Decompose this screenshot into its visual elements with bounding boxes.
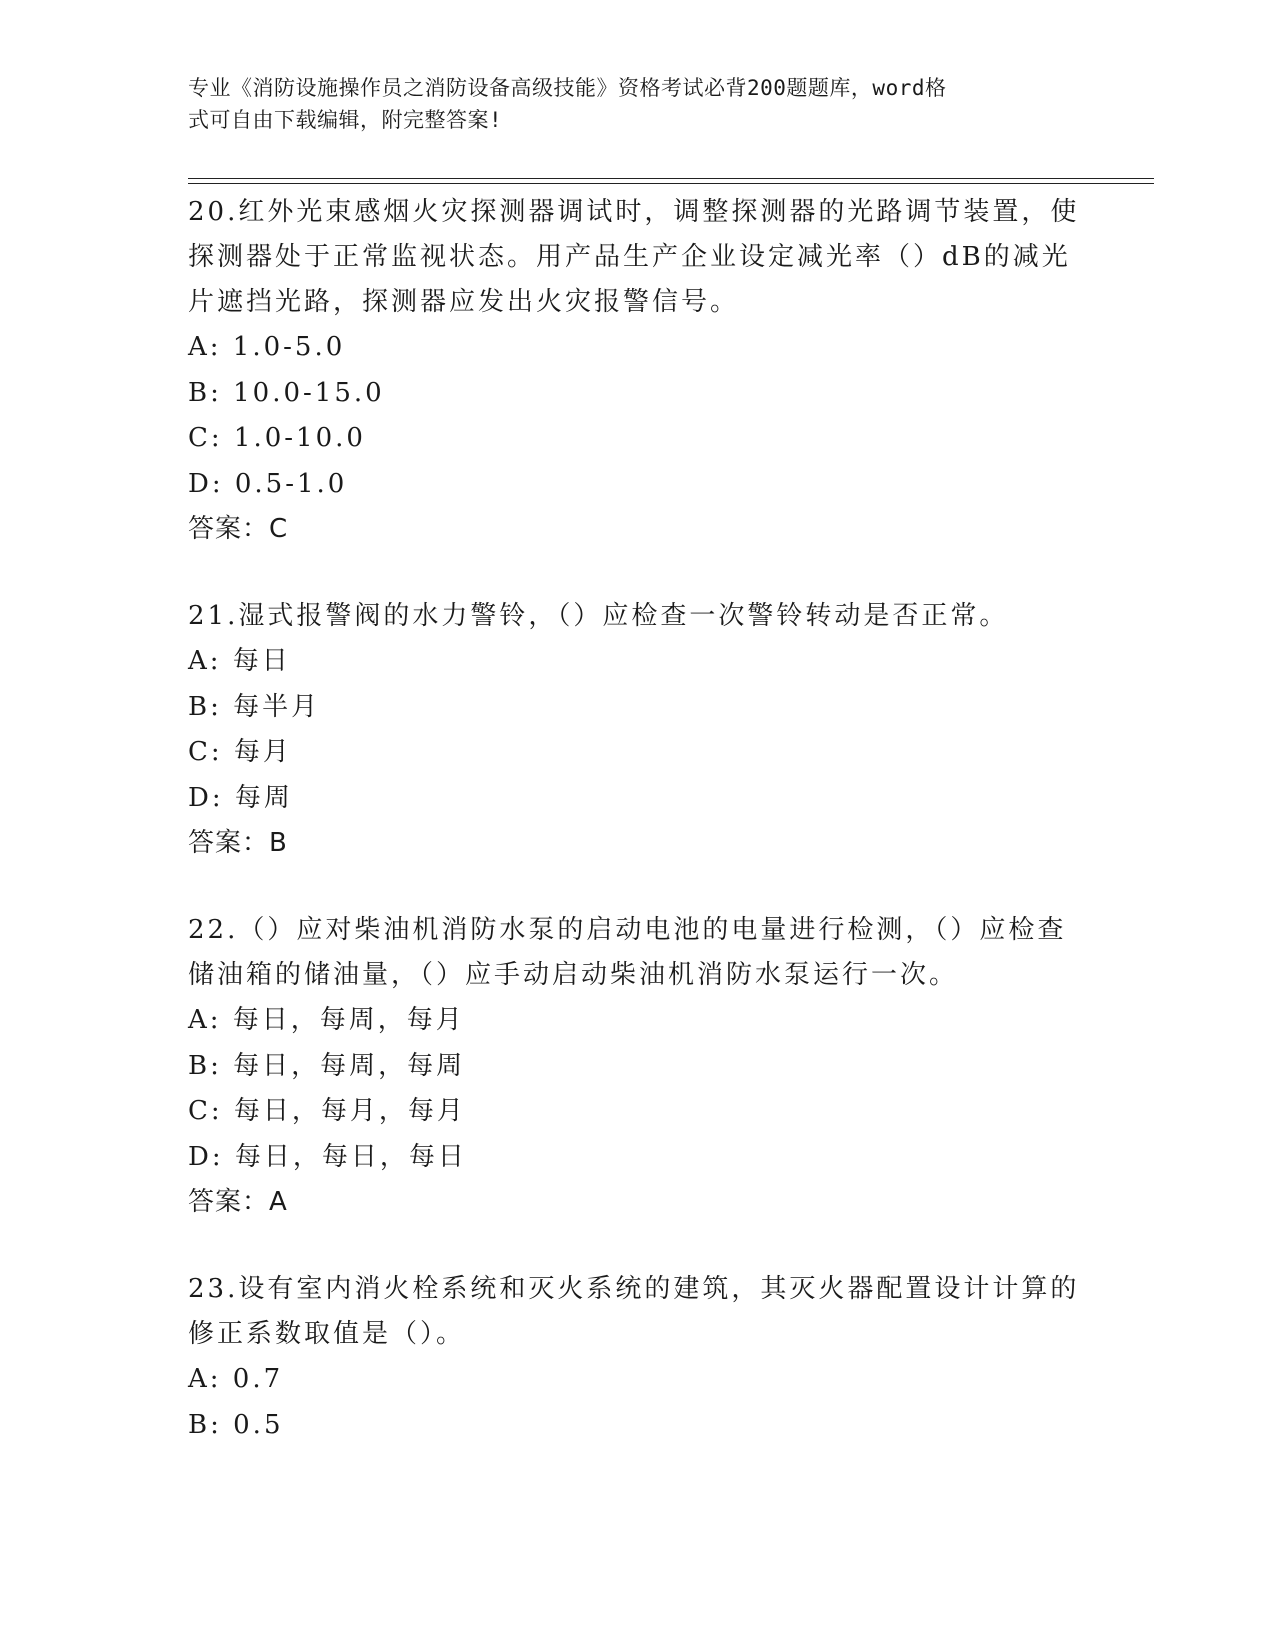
- answer-line: 答案：B: [188, 828, 288, 858]
- question-21: [188, 594, 1088, 866]
- option-a: A: 0.7: [188, 1364, 284, 1394]
- question-stem-line: 23.设有室内消火栓系统和灭火系统的建筑，其灭火器配置设计计算的: [188, 1274, 1080, 1304]
- option-d: D: 0.5-1.0: [188, 468, 348, 499]
- question-stem-line: 21.湿式报警阀的水力警铃，（）应检查一次警铃转动是否正常。: [188, 601, 1009, 631]
- option-b: B: 每日，每周，每周: [188, 1050, 466, 1081]
- document-header: [188, 72, 1068, 136]
- question-stem-line: 探测器处于正常监视状态。用产品生产企业设定减光率（）dB的减光: [188, 242, 1071, 272]
- answer-line: 答案：A: [188, 1187, 288, 1217]
- question-stem-line: 22.（）应对柴油机消防水泵的启动电池的电量进行检测，（）应检查: [188, 915, 1067, 945]
- option-d: D: 每周: [188, 782, 293, 813]
- question-list: [188, 190, 1088, 1448]
- option-c: C: 每月: [188, 737, 292, 767]
- spacer: [188, 552, 1088, 594]
- option-a: A: 每日: [188, 646, 291, 676]
- question-stem-line: 片遮挡光路，探测器应发出火灾报警信号。: [188, 287, 740, 317]
- option-a: A: 每日，每周，每月: [188, 1005, 465, 1035]
- option-b: B: 10.0-15.0: [188, 377, 385, 408]
- header-line-2: 式可自由下载编辑，附完整答案!: [188, 108, 503, 132]
- option-b: B: 每半月: [188, 691, 321, 722]
- option-b: B: 0.5: [188, 1409, 284, 1440]
- question-stem-line: 20.红外光束感烟火灾探测器调试时，调整探测器的光路调节装置，使: [188, 197, 1080, 227]
- question-22: [188, 908, 1088, 1225]
- question-stem-line: 修正系数取值是（）。: [188, 1319, 466, 1349]
- header-divider-top: [188, 178, 1154, 179]
- option-a: A: 1.0-5.0: [188, 332, 346, 362]
- option-c: C: 每日，每月，每月: [188, 1096, 466, 1126]
- answer-line: 答案：C: [188, 514, 289, 544]
- header-line-1: 专业《消防设施操作员之消防设备高级技能》资格考试必背200题题库，word格: [188, 76, 947, 100]
- question-23: [188, 1267, 1088, 1448]
- header-divider-bottom: [188, 183, 1154, 184]
- option-d: D: 每日，每日，每日: [188, 1141, 467, 1172]
- question-stem-line: 储油箱的储油量，（）应手动启动柴油机消防水泵运行一次。: [188, 960, 959, 990]
- question-20: [188, 190, 1088, 552]
- spacer: [188, 1225, 1088, 1267]
- spacer: [188, 866, 1088, 908]
- option-c: C: 1.0-10.0: [188, 423, 366, 453]
